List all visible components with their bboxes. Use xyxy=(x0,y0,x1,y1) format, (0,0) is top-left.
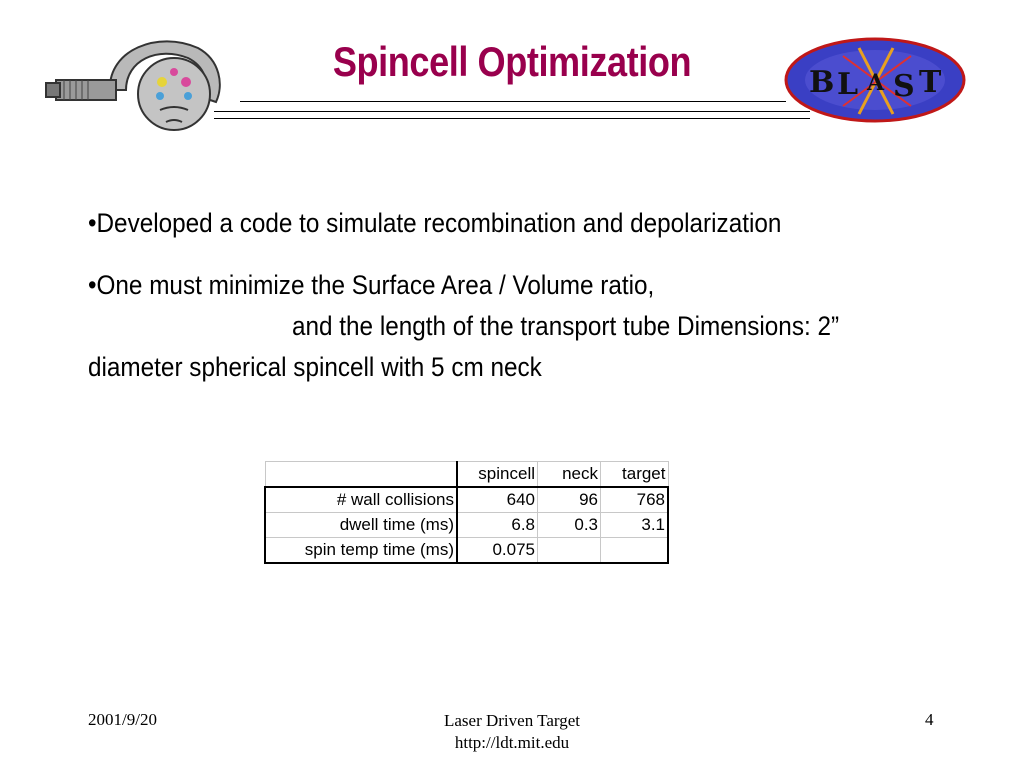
title-rule-middle xyxy=(214,111,810,112)
bullet-2-line-2: and the length of the transport tube Dimensions: 2” xyxy=(292,311,840,341)
footer-center xyxy=(362,710,662,754)
table-row xyxy=(265,487,668,513)
bullet-1: •Developed a code to simulate recombination and depolarization xyxy=(88,208,782,238)
table-row xyxy=(265,513,668,538)
micrometer-face-logo xyxy=(38,30,228,140)
table-header-cell: target xyxy=(601,462,669,488)
table-header-cell xyxy=(265,462,457,488)
blast-letter-l: L xyxy=(837,67,859,102)
table-cell: 3.1 xyxy=(601,513,669,538)
blast-letter-b: B xyxy=(809,65,835,100)
blast-letter-t: T xyxy=(919,65,942,100)
table-header-cell: neck xyxy=(538,462,601,488)
table-cell: 96 xyxy=(538,487,601,513)
bullet-2-line-3: diameter spherical spincell with 5 cm neck xyxy=(88,352,542,382)
table-cell: 0.075 xyxy=(457,538,538,564)
table-cell: spin temp time (ms) xyxy=(265,538,457,564)
table-header-row xyxy=(265,462,668,488)
blast-letter-a: A xyxy=(867,70,885,96)
table-cell xyxy=(601,538,669,564)
table-cell: 768 xyxy=(601,487,669,513)
table-row xyxy=(265,538,668,564)
table-header-cell: spincell xyxy=(457,462,538,488)
footer-url: http://ldt.mit.edu xyxy=(454,733,570,752)
table-cell: # wall collisions xyxy=(265,487,457,513)
page-title: Spincell Optimization xyxy=(332,38,692,85)
blast-logo xyxy=(783,36,967,124)
table-cell: 640 xyxy=(457,487,538,513)
title-rule-bottom xyxy=(214,118,810,119)
table-cell: dwell time (ms) xyxy=(265,513,457,538)
page-number: 4 xyxy=(925,710,934,729)
micrometer-logo-drawing xyxy=(46,41,220,130)
table-cell xyxy=(538,538,601,564)
blast-letter-s: S xyxy=(893,69,915,104)
footer-date: 2001/9/20 xyxy=(88,710,157,729)
footer-title: Laser Driven Target xyxy=(443,711,581,730)
bullet-2-line-1: •One must minimize the Surface Area / Volume ratio, xyxy=(88,270,655,300)
spincell-table xyxy=(264,461,669,564)
table-cell: 6.8 xyxy=(457,513,538,538)
title-rule-top xyxy=(240,101,786,102)
table-cell: 0.3 xyxy=(538,513,601,538)
